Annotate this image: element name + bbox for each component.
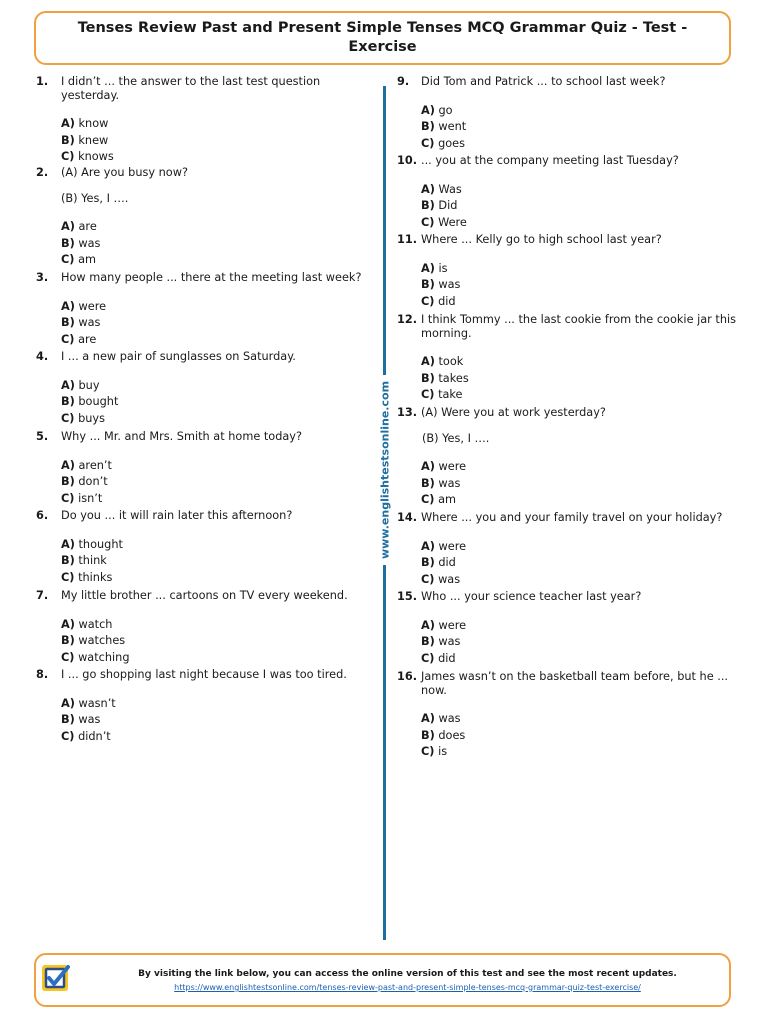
option-letter: A) xyxy=(61,378,75,392)
answer-option[interactable] xyxy=(421,572,737,589)
answer-option[interactable] xyxy=(421,744,737,761)
answer-option[interactable] xyxy=(421,182,737,199)
option-letter: A) xyxy=(421,261,435,275)
option-text: go xyxy=(438,103,453,117)
question-number: 16. xyxy=(397,670,418,683)
question-header xyxy=(36,589,376,603)
option-letter: A) xyxy=(61,458,75,472)
option-text: is xyxy=(438,261,448,275)
answer-options xyxy=(61,696,376,746)
question-6 xyxy=(36,509,376,586)
answer-options xyxy=(421,539,737,589)
option-text: knows xyxy=(78,150,114,163)
option-text: was xyxy=(438,476,461,490)
question-text: (A) Were you at work yesterday? xyxy=(421,406,606,419)
option-letter: B) xyxy=(421,371,435,385)
answer-options xyxy=(61,378,376,428)
answer-option[interactable] xyxy=(61,394,376,411)
answer-option[interactable] xyxy=(61,252,376,269)
option-text: did xyxy=(438,294,456,308)
question-header xyxy=(36,668,376,682)
option-letter: C) xyxy=(421,745,435,758)
option-letter: B) xyxy=(61,713,75,726)
option-letter: C) xyxy=(61,650,75,664)
option-text: thinks xyxy=(78,570,113,584)
question-1 xyxy=(36,75,376,166)
answer-option[interactable] xyxy=(421,215,737,232)
question-number: 6. xyxy=(36,509,49,522)
question-5 xyxy=(36,430,376,507)
option-text: were xyxy=(438,460,467,473)
answer-option[interactable] xyxy=(421,651,737,668)
option-letter: A) xyxy=(61,117,75,130)
question-text: (A) Are you busy now? xyxy=(61,166,188,179)
option-letter: A) xyxy=(421,712,435,725)
option-letter: B) xyxy=(421,476,435,490)
option-letter: C) xyxy=(421,651,435,665)
option-letter: A) xyxy=(421,182,435,196)
question-number: 4. xyxy=(36,350,49,363)
answer-option[interactable] xyxy=(61,474,376,491)
answer-option[interactable] xyxy=(421,555,737,572)
option-letter: B) xyxy=(421,728,435,742)
option-text: was xyxy=(78,316,101,329)
answer-option[interactable] xyxy=(421,371,737,388)
option-text: was xyxy=(438,278,461,291)
title-box xyxy=(34,11,731,65)
option-letter: C) xyxy=(421,572,435,586)
option-letter: A) xyxy=(421,355,435,368)
answer-option[interactable] xyxy=(61,219,376,236)
option-letter: C) xyxy=(61,332,75,346)
question-15 xyxy=(397,590,737,667)
option-text: didn’t xyxy=(78,729,111,743)
option-text: Was xyxy=(438,182,462,196)
option-letter: A) xyxy=(61,220,75,233)
answer-option[interactable] xyxy=(61,299,376,316)
question-header xyxy=(36,430,376,444)
answer-option[interactable] xyxy=(61,696,376,713)
question-number: 3. xyxy=(36,271,49,284)
question-number: 13. xyxy=(397,406,418,419)
footer-text: By visiting the link below, you can access the online version of this test and see the most recent updates. xyxy=(138,969,677,979)
question-number: 9. xyxy=(397,75,410,88)
question-10 xyxy=(397,154,737,231)
option-letter: C) xyxy=(421,493,435,506)
answer-option[interactable] xyxy=(421,119,737,136)
question-header xyxy=(397,75,737,89)
answer-options xyxy=(61,458,376,508)
answer-option[interactable] xyxy=(61,133,376,150)
answer-options xyxy=(61,617,376,667)
question-11 xyxy=(397,233,737,310)
question-text: James wasn’t on the basketball team before, but he ... now. xyxy=(421,670,729,697)
option-letter: A) xyxy=(421,618,435,632)
footer-box xyxy=(34,953,731,1007)
answer-options xyxy=(421,103,737,153)
question-header xyxy=(36,350,376,364)
answer-option[interactable] xyxy=(421,136,737,153)
answer-option[interactable] xyxy=(61,411,376,428)
question-text: How many people ... there at the meeting last week? xyxy=(61,271,362,284)
option-text: takes xyxy=(438,371,469,385)
option-text: are xyxy=(78,332,97,346)
answer-options xyxy=(421,459,737,509)
option-letter: A) xyxy=(61,537,75,551)
question-text: Why ... Mr. and Mrs. Smith at home today? xyxy=(61,430,302,443)
answer-options xyxy=(421,354,737,404)
question-text: Do you ... it will rain later this afternoon? xyxy=(61,509,293,522)
option-text: took xyxy=(438,355,464,368)
answer-option[interactable] xyxy=(421,634,737,651)
option-text: were xyxy=(438,618,467,632)
option-letter: C) xyxy=(61,491,75,505)
question-text: I ... go shopping last night because I was too tired. xyxy=(61,668,347,681)
question-text: I think Tommy ... the last cookie from the cookie jar this morning. xyxy=(421,313,737,340)
option-letter: B) xyxy=(61,634,75,647)
option-text: thought xyxy=(78,537,123,551)
question-subtext: (B) Yes, I …. xyxy=(61,191,129,205)
question-text: Where ... Kelly go to high school last year? xyxy=(421,233,662,246)
question-13 xyxy=(397,406,737,509)
question-header xyxy=(397,670,737,697)
question-header xyxy=(36,166,376,180)
question-3 xyxy=(36,271,376,348)
question-header xyxy=(36,509,376,523)
option-text: was xyxy=(78,713,101,726)
option-text: were xyxy=(78,299,107,313)
option-letter: C) xyxy=(61,729,75,743)
page-title: Tenses Review Past and Present Simple Tenses MCQ Grammar Quiz - Test - Exercise xyxy=(77,20,688,55)
answer-option[interactable] xyxy=(421,728,737,745)
answer-options xyxy=(61,537,376,587)
option-letter: C) xyxy=(61,411,75,425)
option-letter: C) xyxy=(421,215,435,229)
question-header xyxy=(397,154,737,168)
question-4 xyxy=(36,350,376,427)
question-14 xyxy=(397,511,737,588)
option-text: wasn’t xyxy=(78,696,116,710)
option-text: was xyxy=(438,712,461,725)
answer-option[interactable] xyxy=(61,537,376,554)
option-text: does xyxy=(438,728,466,742)
option-text: did xyxy=(438,556,456,569)
answer-option[interactable] xyxy=(61,378,376,395)
question-7 xyxy=(36,589,376,666)
answer-option[interactable] xyxy=(421,459,737,476)
option-letter: C) xyxy=(421,294,435,308)
answer-options xyxy=(421,182,737,232)
question-number: 2. xyxy=(36,166,49,179)
answer-option[interactable] xyxy=(61,712,376,729)
question-number: 12. xyxy=(397,313,418,326)
online-test-link[interactable]: https://www.englishtestsonline.com/tenses-review-past-and-present-simple-tenses-mcq-grammar-quiz-test-exercise/ xyxy=(174,983,641,992)
answer-option[interactable] xyxy=(61,236,376,253)
answer-option[interactable] xyxy=(61,332,376,349)
question-text: My little brother ... cartoons on TV every weekend. xyxy=(61,589,348,602)
question-8 xyxy=(36,668,376,745)
answer-option[interactable] xyxy=(421,539,737,556)
question-16 xyxy=(397,670,737,761)
question-12 xyxy=(397,313,737,404)
question-text: I didn’t ... the answer to the last test question yesterday. xyxy=(61,75,321,102)
answer-option[interactable] xyxy=(61,149,376,166)
question-number: 1. xyxy=(36,75,49,88)
option-text: am xyxy=(78,253,96,266)
answer-option[interactable] xyxy=(61,570,376,587)
answer-options xyxy=(61,219,376,269)
question-2 xyxy=(36,166,376,269)
question-number: 10. xyxy=(397,154,418,167)
option-text: aren’t xyxy=(78,458,112,472)
option-letter: B) xyxy=(421,635,435,648)
option-text: am xyxy=(438,493,456,506)
question-text: Where ... you and your family travel on your holiday? xyxy=(421,511,723,524)
answer-option[interactable] xyxy=(421,294,737,311)
answer-option[interactable] xyxy=(61,553,376,570)
option-text: know xyxy=(78,117,109,130)
option-text: were xyxy=(438,539,467,553)
option-text: don’t xyxy=(78,475,108,488)
option-text: was xyxy=(438,635,461,648)
option-text: Did xyxy=(438,199,458,212)
option-letter: A) xyxy=(61,299,75,313)
answer-option[interactable] xyxy=(421,476,737,493)
option-text: was xyxy=(438,572,461,586)
option-text: are xyxy=(78,220,97,233)
option-letter: C) xyxy=(61,253,75,266)
option-text: bought xyxy=(78,395,119,408)
answer-option[interactable] xyxy=(421,711,737,728)
answer-option[interactable] xyxy=(61,617,376,634)
question-header xyxy=(36,75,376,102)
question-number: 15. xyxy=(397,590,418,603)
option-letter: B) xyxy=(61,133,75,147)
question-number: 11. xyxy=(397,233,418,246)
answer-options xyxy=(61,116,376,166)
answer-option[interactable] xyxy=(421,618,737,635)
option-letter: B) xyxy=(421,556,435,569)
question-text: Did Tom and Patrick ... to school last week? xyxy=(421,75,666,88)
option-letter: B) xyxy=(421,120,435,133)
answer-option[interactable] xyxy=(421,354,737,371)
option-text: is xyxy=(438,745,448,758)
option-letter: A) xyxy=(421,103,435,117)
question-header xyxy=(36,271,376,285)
question-header xyxy=(397,313,737,340)
option-text: watching xyxy=(78,650,130,664)
answer-option[interactable] xyxy=(421,261,737,278)
answer-options xyxy=(421,618,737,668)
option-text: isn’t xyxy=(78,491,103,505)
option-letter: B) xyxy=(61,475,75,488)
option-letter: A) xyxy=(61,696,75,710)
question-text: I ... a new pair of sunglasses on Saturday. xyxy=(61,350,296,363)
option-text: buys xyxy=(78,411,105,425)
option-text: did xyxy=(438,651,456,665)
option-letter: A) xyxy=(421,460,435,473)
question-number: 7. xyxy=(36,589,49,602)
answer-option[interactable] xyxy=(421,387,737,404)
question-number: 8. xyxy=(36,668,49,681)
checkbox-icon xyxy=(40,962,72,994)
option-text: goes xyxy=(438,136,465,150)
option-letter: B) xyxy=(61,395,75,408)
answer-options xyxy=(421,261,737,311)
answer-options xyxy=(421,711,737,761)
answer-option[interactable] xyxy=(61,491,376,508)
option-letter: A) xyxy=(61,617,75,631)
answer-option[interactable] xyxy=(61,116,376,133)
option-text: watches xyxy=(78,634,126,647)
option-text: take xyxy=(438,388,463,401)
answer-option[interactable] xyxy=(421,103,737,120)
question-header xyxy=(397,406,737,420)
option-text: was xyxy=(78,236,101,250)
question-subtext: (B) Yes, I …. xyxy=(422,431,490,445)
option-letter: B) xyxy=(61,316,75,329)
question-9 xyxy=(397,75,737,152)
option-text: went xyxy=(438,120,467,133)
question-number: 14. xyxy=(397,511,418,524)
option-letter: B) xyxy=(61,236,75,250)
answer-option[interactable] xyxy=(61,729,376,746)
option-letter: B) xyxy=(421,278,435,291)
option-letter: C) xyxy=(421,136,435,150)
answer-option[interactable] xyxy=(421,277,737,294)
question-header xyxy=(397,590,737,604)
answer-options xyxy=(61,299,376,349)
option-text: Were xyxy=(438,215,467,229)
answer-option[interactable] xyxy=(61,633,376,650)
option-letter: B) xyxy=(421,199,435,212)
answer-option[interactable] xyxy=(61,315,376,332)
watermark: www.englishtestsonline.com xyxy=(376,375,395,565)
option-text: think xyxy=(78,554,107,567)
option-letter: B) xyxy=(61,554,75,567)
answer-option[interactable] xyxy=(61,650,376,667)
answer-option[interactable] xyxy=(421,492,737,509)
answer-option[interactable] xyxy=(421,198,737,215)
option-letter: C) xyxy=(61,150,75,163)
question-text: Who ... your science teacher last year? xyxy=(421,590,642,603)
question-number: 5. xyxy=(36,430,49,443)
answer-option[interactable] xyxy=(61,458,376,475)
question-header xyxy=(397,511,737,525)
option-text: buy xyxy=(78,378,100,392)
option-letter: A) xyxy=(421,539,435,553)
option-text: knew xyxy=(78,133,109,147)
option-text: watch xyxy=(78,617,113,631)
option-letter: C) xyxy=(421,388,435,401)
option-letter: C) xyxy=(61,570,75,584)
question-header xyxy=(397,233,737,247)
question-text: ... you at the company meeting last Tuesday? xyxy=(421,154,679,167)
